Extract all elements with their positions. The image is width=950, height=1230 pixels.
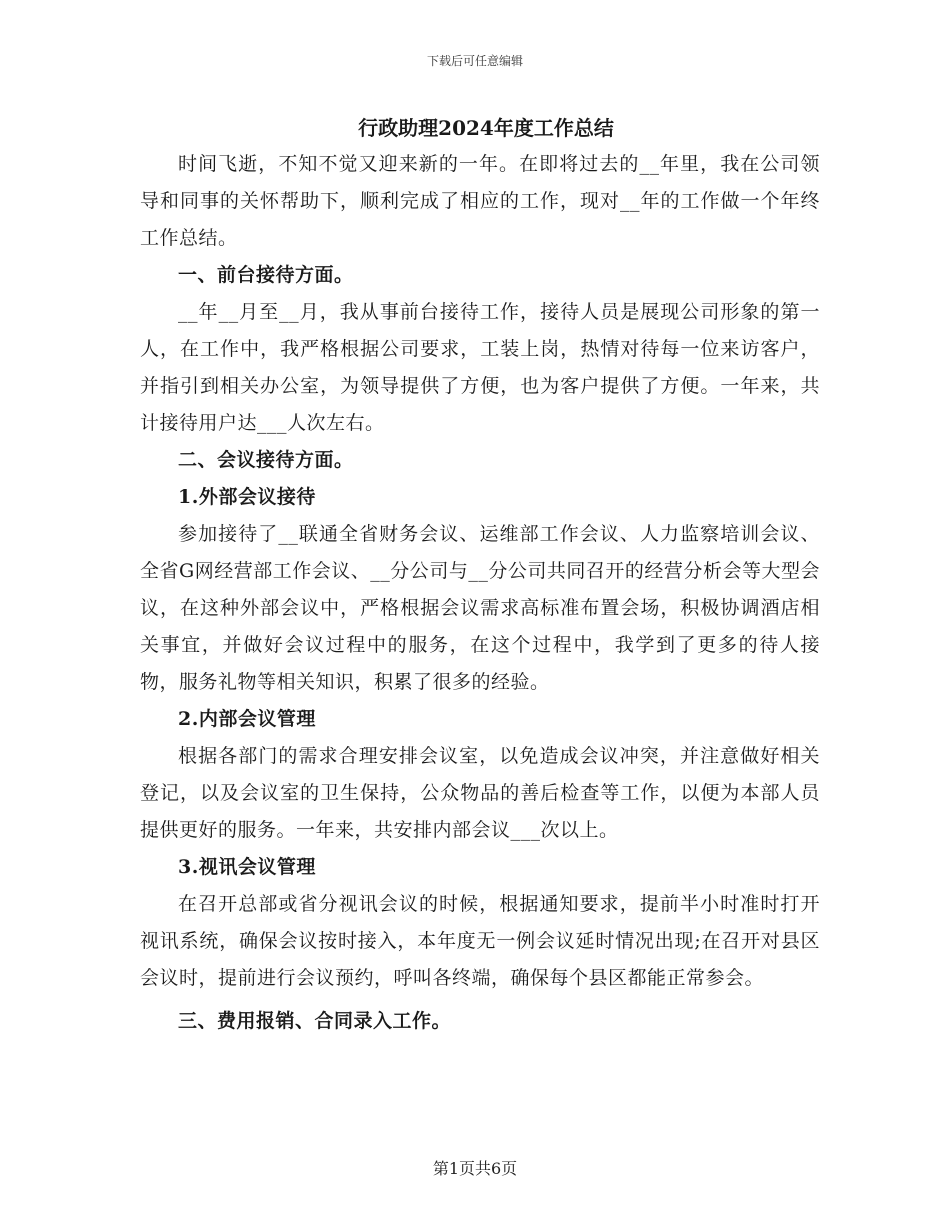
section-heading-3: 三、费用报销、合同录入工作。 [178, 1010, 452, 1032]
header-note: 下载后可任意编辑 [426, 54, 523, 68]
document-body [140, 110, 820, 1040]
section-heading-1: 一、前台接待方面。 [178, 264, 354, 286]
subsection-heading-internal: 2.内部会议管理 [178, 708, 316, 730]
paragraph-video-meetings: 在召开总部或省分视讯会议的时候，根据通知要求，提前半小时准时打开视讯系统，确保会议按时接入，本年度无一例会议延时情况出现;在召开对县区会议时，提前进行会议预约，呼叫各终端，确保每个县区都能正常参会。 [140, 893, 820, 989]
document-title: 行政助理2024年度工作总结 [358, 116, 614, 140]
subsection-heading-external: 1.外部会议接待 [178, 486, 316, 508]
page-number: 第1页共6页 [432, 1159, 518, 1178]
paragraph-internal-meetings: 根据各部门的需求合理安排会议室，以免造成会议冲突，并注意做好相关登记，以及会议室的卫生保持，公众物品的善后检查等工作，以便为本部人员提供更好的服务。一年来，共安排内部会议___次以上。 [140, 745, 820, 841]
subsection-heading-video: 3.视讯会议管理 [178, 856, 316, 878]
paragraph-intro: 时间飞逝，不知不觉又迎来新的一年。在即将过去的__年里，我在公司领导和同事的关怀帮助下，顺利完成了相应的工作，现对__年的工作做一个年终工作总结。 [140, 153, 820, 249]
paragraph-reception: __年__月至__月，我从事前台接待工作，接待人员是展现公司形象的第一人，在工作中，我严格根据公司要求，工装上岗，热情对待每一位来访客户，并指引到相关办公室，为领导提供了方便，也为客户提供了方便。一年来，共计接待用户达___人次左右。 [140, 301, 820, 434]
section-heading-2: 二、会议接待方面。 [178, 449, 354, 471]
paragraph-external-meetings: 参加接待了__联通全省财务会议、运维部工作会议、人力监察培训会议、全省G网经营部工作会议、__分公司与__分公司共同召开的经营分析会等大型会议，在这种外部会议中，严格根据会议需求高标准布置会场，积极协调酒店相关事宜，并做好会议过程中的服务，在这个过程中，我学到了更多的待人接物，服务礼物等相关知识，积累了很多的经验。 [140, 523, 820, 693]
